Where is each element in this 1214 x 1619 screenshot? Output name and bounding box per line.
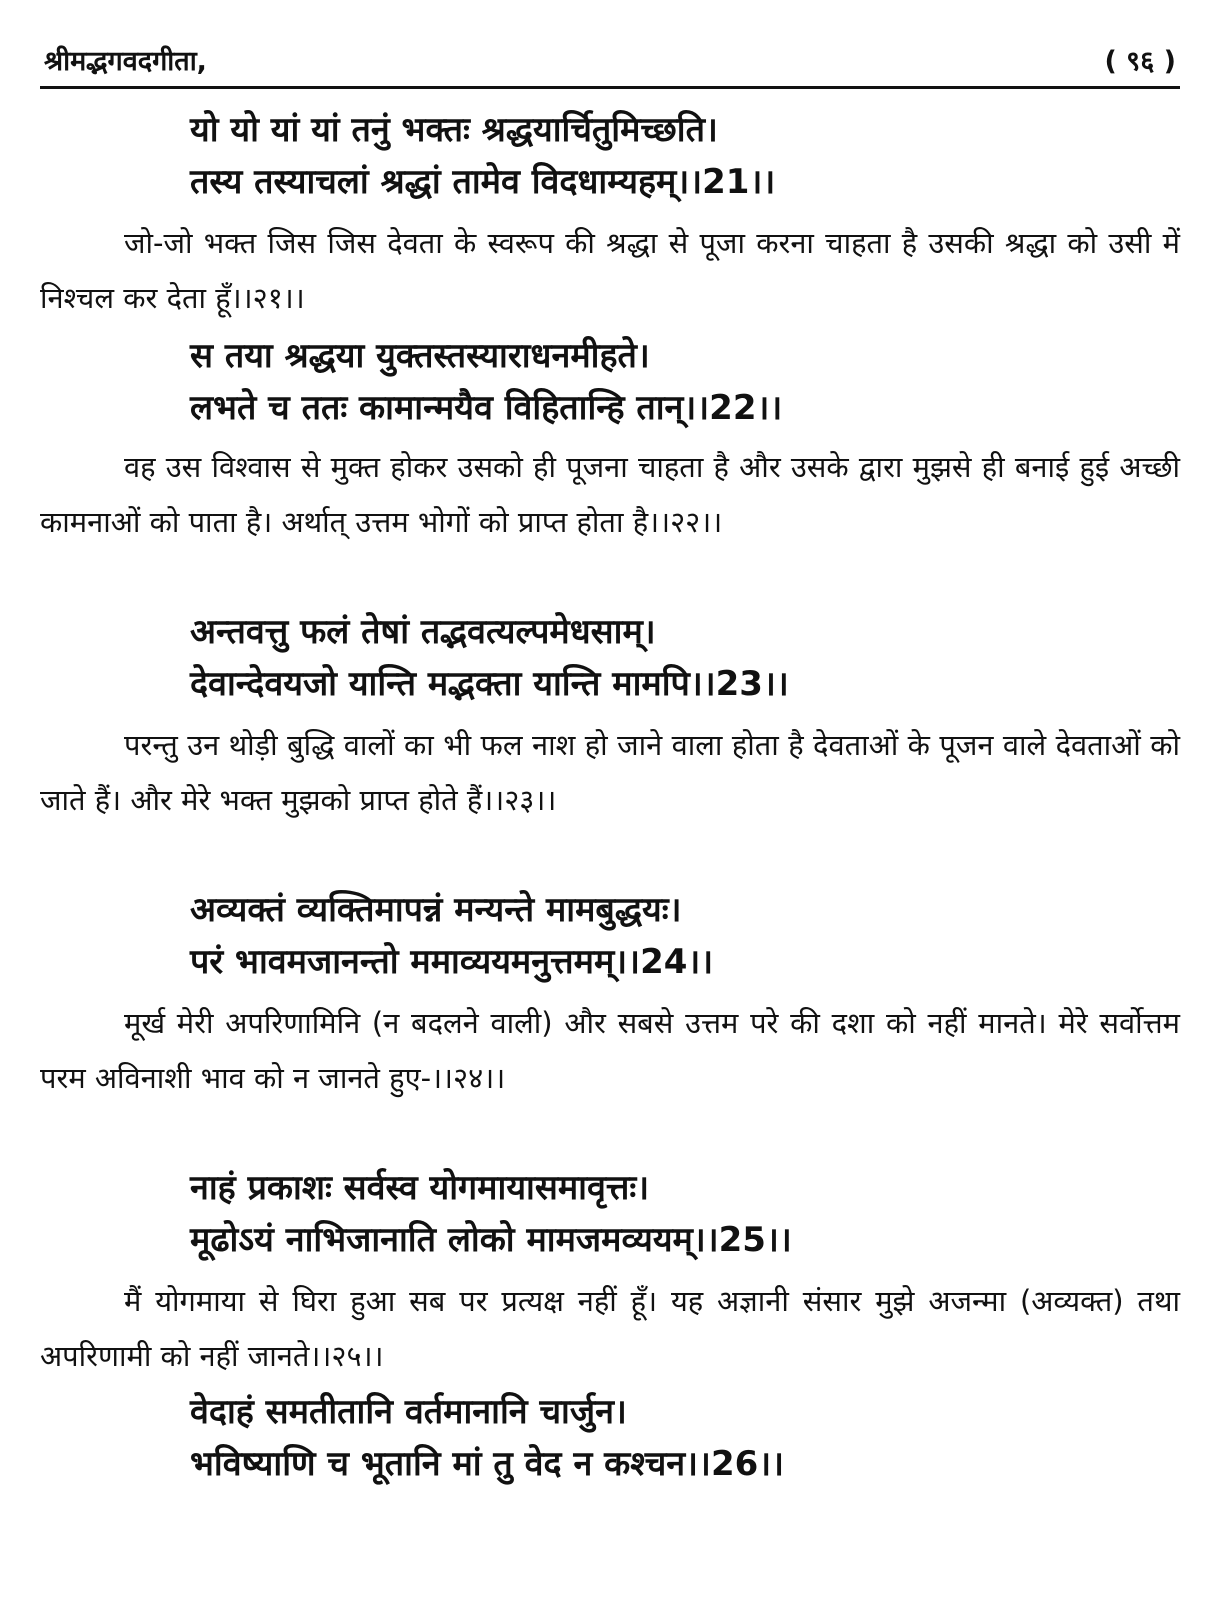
sanskrit-verse-22 xyxy=(190,330,1170,434)
hindi-meaning-23: परन्तु उन थोड़ी बुद्धि वालों का भी फल नाश हो जाने वाला होता है देवताओं के पूजन वाले देवताओं को जाते हैं। और मेरे भक्त मुझको प्राप्त होते हैं।।२३।। xyxy=(40,728,1180,817)
book-title: श्रीमद्भगवदगीता, xyxy=(44,46,207,77)
sanskrit-verse-21 xyxy=(190,104,1170,208)
page-header xyxy=(40,42,1180,89)
verse-line: लभते च ततः कामान्मयैव विहितान्हि तान्।।22।। xyxy=(190,388,783,428)
sanskrit-verse-24 xyxy=(190,884,1170,988)
hindi-meaning-25: मैं योगमाया से घिरा हुआ सब पर प्रत्यक्ष नहीं हूँ। यह अज्ञानी संसार मुझे अजन्मा (अव्यक्त) तथा अपरिणामी को नहीं जानते।।२५।। xyxy=(40,1284,1180,1373)
sanskrit-verse-25 xyxy=(190,1162,1170,1266)
page-number: ( ९६ ) xyxy=(1104,46,1176,77)
hindi-meaning-21: जो-जो भक्त जिस जिस देवता के स्वरूप की श्रद्धा से पूजा करना चाहता है उसकी श्रद्धा को उसी में निश्चल कर देता हूँ।।२१।। xyxy=(40,226,1180,315)
verse-line: यो यो यां यां तनुं भक्तः श्रद्धयार्चितुमिच्छति। xyxy=(190,110,718,150)
hindi-meaning-24: मूर्ख मेरी अपरिणामिनि (न बदलने वाली) और सबसे उत्तम परे की दशा को नहीं मानते। मेरे सर्वोत्तम परम अविनाशी भाव को न जानते हुए-।।२४।। xyxy=(40,1006,1180,1095)
verse-line: अन्तवत्तु फलं तेषां तद्भवत्यल्पमेधसाम्। xyxy=(190,612,656,652)
verse-line: अव्यक्तं व्यक्तिमापन्नं मन्यन्ते मामबुद्धयः। xyxy=(190,890,682,930)
hindi-meaning-22: वह उस विश्वास से मुक्त होकर उसको ही पूजना चाहता है और उसके द्वारा मुझसे ही बनाई हुई अच्छी कामनाओं को पाता है। अर्थात् उत्तम भोगों को प्राप्त होता है।।२२।। xyxy=(40,450,1180,539)
verse-line: मूढोऽयं नाभिजानाति लोको मामजमव्ययम्।।25।। xyxy=(190,1220,792,1260)
book-page xyxy=(40,0,1180,1619)
sanskrit-verse-26 xyxy=(190,1386,1170,1490)
verse-line: तस्य तस्याचलां श्रद्धां तामेव विदधाम्यहम्।।21।। xyxy=(190,162,776,202)
sanskrit-verse-23 xyxy=(190,606,1170,710)
verse-line: नाहं प्रकाशः सर्वस्व योगमायासमावृत्तः। xyxy=(190,1168,650,1208)
verse-line: परं भावमजानन्तो ममाव्ययमनुत्तमम्।।24।। xyxy=(190,942,714,982)
verse-line: स तया श्रद्धया युक्तस्तस्याराधनमीहते। xyxy=(190,336,650,376)
verse-line: देवान्देवयजो यान्ति मद्भक्ता यान्ति मामपि।।23।। xyxy=(190,664,789,704)
verse-line: भविष्याणि च भूतानि मां तु वेद न कश्चन।।26।। xyxy=(190,1444,785,1484)
verse-line: वेदाहं समतीतानि वर्तमानानि चार्जुन। xyxy=(190,1392,627,1432)
